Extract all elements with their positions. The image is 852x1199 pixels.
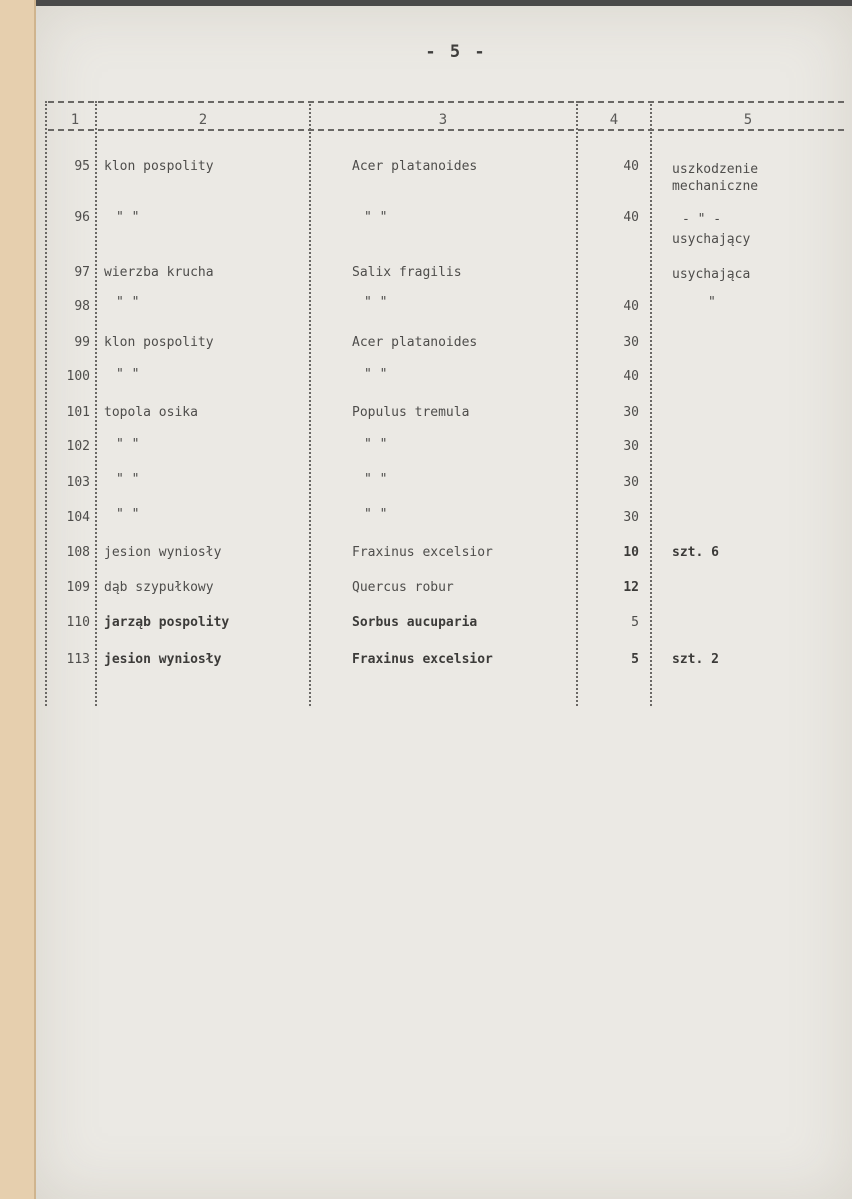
column-separator-left — [45, 101, 47, 706]
size-value: 5 — [631, 652, 639, 667]
column-separator-2 — [309, 101, 311, 706]
size-value: 40 — [623, 210, 639, 225]
column-header-4: 4 — [609, 112, 619, 128]
species-polish: klon pospolity — [104, 159, 214, 174]
species-polish: " " — [116, 210, 140, 225]
column-header-1: 1 — [70, 112, 80, 128]
column-header-5: 5 — [743, 112, 753, 128]
column-header-3: 3 — [438, 112, 448, 128]
table-top-rule — [48, 101, 844, 103]
notes: szt. 6 — [672, 545, 719, 560]
notes: " — [708, 295, 716, 310]
size-value: 12 — [623, 580, 639, 595]
row-number: 110 — [66, 615, 90, 630]
species-polish: " " — [116, 507, 140, 522]
size-value: 30 — [623, 439, 639, 454]
species-latin: Fraxinus excelsior — [352, 545, 493, 560]
notes: usychająca — [672, 267, 751, 282]
species-polish: " " — [116, 437, 140, 452]
size-value: 5 — [631, 615, 639, 630]
row-number: 113 — [66, 652, 90, 667]
row-number: 104 — [66, 510, 90, 525]
column-header-2: 2 — [198, 112, 208, 128]
notes: szt. 2 — [672, 652, 719, 667]
notes-continued: mechaniczne — [672, 179, 759, 194]
species-latin: Quercus robur — [352, 580, 454, 595]
size-value: 40 — [623, 159, 639, 174]
row-number: 97 — [74, 265, 90, 280]
species-polish: klon pospolity — [104, 335, 214, 350]
row-number: 102 — [66, 439, 90, 454]
size-value: 40 — [623, 369, 639, 384]
row-number: 109 — [66, 580, 90, 595]
species-latin: Acer platanoides — [352, 335, 478, 350]
notes: - " - — [682, 212, 722, 227]
size-value: 40 — [623, 299, 639, 314]
species-polish: wierzba krucha — [104, 265, 214, 280]
column-separator-4 — [650, 101, 652, 706]
size-value: 30 — [623, 405, 639, 420]
species-latin: Salix fragilis — [352, 265, 462, 280]
species-polish: " " — [116, 367, 140, 382]
notes: uszkodzenie — [672, 162, 759, 177]
species-latin: " " — [364, 210, 388, 225]
species-latin: " " — [364, 295, 388, 310]
size-value: 30 — [623, 510, 639, 525]
column-separator-3 — [576, 101, 578, 706]
species-latin: " " — [364, 367, 388, 382]
row-number: 96 — [74, 210, 90, 225]
row-number: 100 — [66, 369, 90, 384]
size-value: 30 — [623, 335, 639, 350]
column-separator-1 — [95, 101, 97, 706]
size-value: 30 — [623, 475, 639, 490]
species-latin: " " — [364, 472, 388, 487]
species-polish: jesion wyniosły — [104, 545, 222, 560]
species-polish: jesion wyniosły — [104, 652, 222, 667]
species-latin: Acer platanoides — [352, 159, 478, 174]
species-polish: " " — [116, 295, 140, 310]
page-number: - 5 - — [425, 42, 487, 62]
species-latin: Sorbus aucuparia — [352, 615, 478, 630]
species-polish: jarząb pospolity — [104, 615, 230, 630]
species-latin: Populus tremula — [352, 405, 470, 420]
row-number: 99 — [74, 335, 90, 350]
binding-strip — [0, 0, 36, 1199]
header-bottom-rule — [48, 129, 844, 131]
species-polish: " " — [116, 472, 140, 487]
species-latin: " " — [364, 437, 388, 452]
row-number: 98 — [74, 299, 90, 314]
document-page — [36, 6, 852, 1199]
row-number: 108 — [66, 545, 90, 560]
species-latin: " " — [364, 507, 388, 522]
species-polish: dąb szypułkowy — [104, 580, 214, 595]
species-latin: Fraxinus excelsior — [352, 652, 493, 667]
species-polish: topola osika — [104, 405, 198, 420]
row-number: 103 — [66, 475, 90, 490]
size-value: 10 — [623, 545, 639, 560]
row-number: 95 — [74, 159, 90, 174]
notes-continued: usychający — [672, 232, 751, 247]
row-number: 101 — [66, 405, 90, 420]
